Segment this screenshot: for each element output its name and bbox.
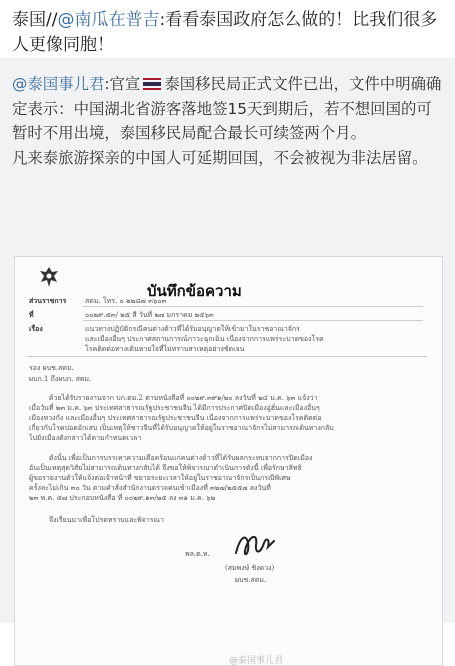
doc-recipient: ผบก.1 ถึงผบก. สตม. — [29, 375, 92, 383]
repost-text-conclusion: 凡来泰旅游探亲的中国人可延期回国，不会被视为非法居留。 — [12, 148, 428, 167]
doc-body-line: อันเป็นเหตุสุดวิสัยไม่สามารถเดินทางกลับได้ จึงขอให้พิจารณาดำเนินการดังนี้ เพื่อรักษาสิทธิ — [29, 464, 302, 472]
doc-body-line: ๒๓ พ.ค. ๕๗ ประกอบหนังสือ ที่ ๐๐๒๙.๑๓/๒๕ ลง ๓๑ ม.ค. ๖๒ — [29, 494, 216, 502]
doc-value-department: สตม. โทร. ๐ ๒๒๘๗ ๓๖๐๓ — [85, 297, 167, 305]
doc-body-line: ไปยังเมืองดังกล่าวได้ตามกำหนดเวลา — [29, 434, 142, 442]
doc-label-department: ส่วนราชการ — [29, 296, 67, 305]
doc-divider — [27, 356, 427, 357]
doc-divider — [83, 306, 423, 307]
document-title: บันทึกข้อความ — [147, 282, 242, 300]
doc-sign-name: (สมพงษ์ ชิงดวง) — [225, 564, 275, 572]
doc-body-line: ดังนั้น เพื่อเป็นการบรรเทาความเดือดร้อนแก่คนต่างด้าวที่ได้รับผลกระทบจากการปิดเมือง — [49, 454, 313, 462]
doc-subject-line: โรคติดต่อทางเดินหายใจที่ไม่ทราบสาเหตุอย่างชัดเจน — [85, 345, 245, 353]
doc-body-line: เกี่ยวกับโรคปอดอักเสบ เป็นเหตุให้ชาวจีนที่ได้รับอนุญาตให้อยู่ในราชอาณาจักรไม่สามารถเดินทางกลับ — [29, 424, 334, 432]
doc-closing: จึงเรียนมาเพื่อโปรดทราบและพิจารณา — [49, 516, 164, 524]
repost-text-body: 泰国移民局正式文件已出，文件中明确确定表示：中国湖北省游客落地签15天到期后，若不想回国的可暂时不用出境，泰国移民局配合最长可续签两个月。 — [12, 75, 442, 142]
doc-body-line: ครั้งละไม่เกิน ๓๐ วัน ตามคำสั่งสำนักงานตรวจคนเข้าเมืองที่ ๓๒๗/๒๕๕๗ ลงวันที่ — [29, 484, 271, 492]
mention-link-taiguoshierjun[interactable]: @泰国事儿君 — [12, 75, 105, 93]
repost-text — [12, 72, 444, 170]
doc-body-line: เมืองหวงกัง และเมืองอื่นๆ ประเทศสาธารณรัฐประชาชนจีน เนื่องจากการแพร่ระบาดของโรคติดต่อ — [29, 414, 322, 422]
post-author-prefix: 泰国// — [12, 10, 58, 30]
post-body: :看看泰国政府怎么做的！比我们很多人更像同胞！ — [12, 10, 438, 55]
doc-subject-line: และเมืองอื่นๆ ประกาศสถานการณ์ภาวะฉุกเฉิน เนื่องจากการแพร่ระบาดของโรค — [85, 335, 324, 343]
post-text — [12, 8, 444, 58]
doc-sign-title: ผบช.สตม. — [235, 576, 267, 584]
doc-body-line: ด้วยได้รับรายงานจาก บก.ตม.2 ตามหนังสือที่ ๐๐๒๙.๓๙๑/๒๐ ลงวันที่ ๒๔ ม.ค. ๖๓ แจ้งว่า — [49, 394, 318, 402]
document-image[interactable] — [14, 256, 443, 666]
doc-label-number: ที่ — [29, 310, 34, 319]
signature-icon — [230, 529, 278, 563]
mention-link-nanguazaipuji[interactable]: @南瓜在普吉 — [57, 10, 160, 30]
doc-value-subject: แนวทางปฏิบัติกรณีคนต่างด้าวที่ได้รับอนุญาตให้เข้ามาในราชอาณาจักร — [85, 325, 300, 333]
thailand-flag-icon — [143, 78, 161, 90]
garuda-emblem-icon — [37, 265, 61, 289]
doc-body-line: เมื่อวันที่ ๒๓ ม.ค. ๖๓ ประเทศสาธารณรัฐประชาชนจีน ได้มีการประกาศปิดเมืองอู่ฮั่นและเมืองอื่นๆ — [29, 404, 320, 412]
image-watermark: @泰国事儿君 — [229, 656, 284, 666]
repost-text-intro: :官宣 — [104, 75, 141, 93]
doc-recipient: รอง ผบช.สตม. — [29, 364, 74, 372]
doc-sign-rank: พล.ต.ท. — [185, 550, 210, 558]
reposted-content[interactable] — [0, 58, 455, 666]
doc-label-subject: เรื่อง — [29, 324, 43, 333]
doc-divider — [83, 320, 423, 321]
doc-body-line: ผู้ขอรายงานตัวให้แจ้งต่อเจ้าหน้าที่ ขยายระยะเวลาให้อยู่ในราชอาณาจักรเป็นกรณีพิเศษ — [29, 474, 291, 482]
doc-value-number: ๐๐๒๙.๕๓/ ๒๕ สี วันที่ ๒๗ มกราคม ๒๕๖๓ — [85, 311, 214, 319]
